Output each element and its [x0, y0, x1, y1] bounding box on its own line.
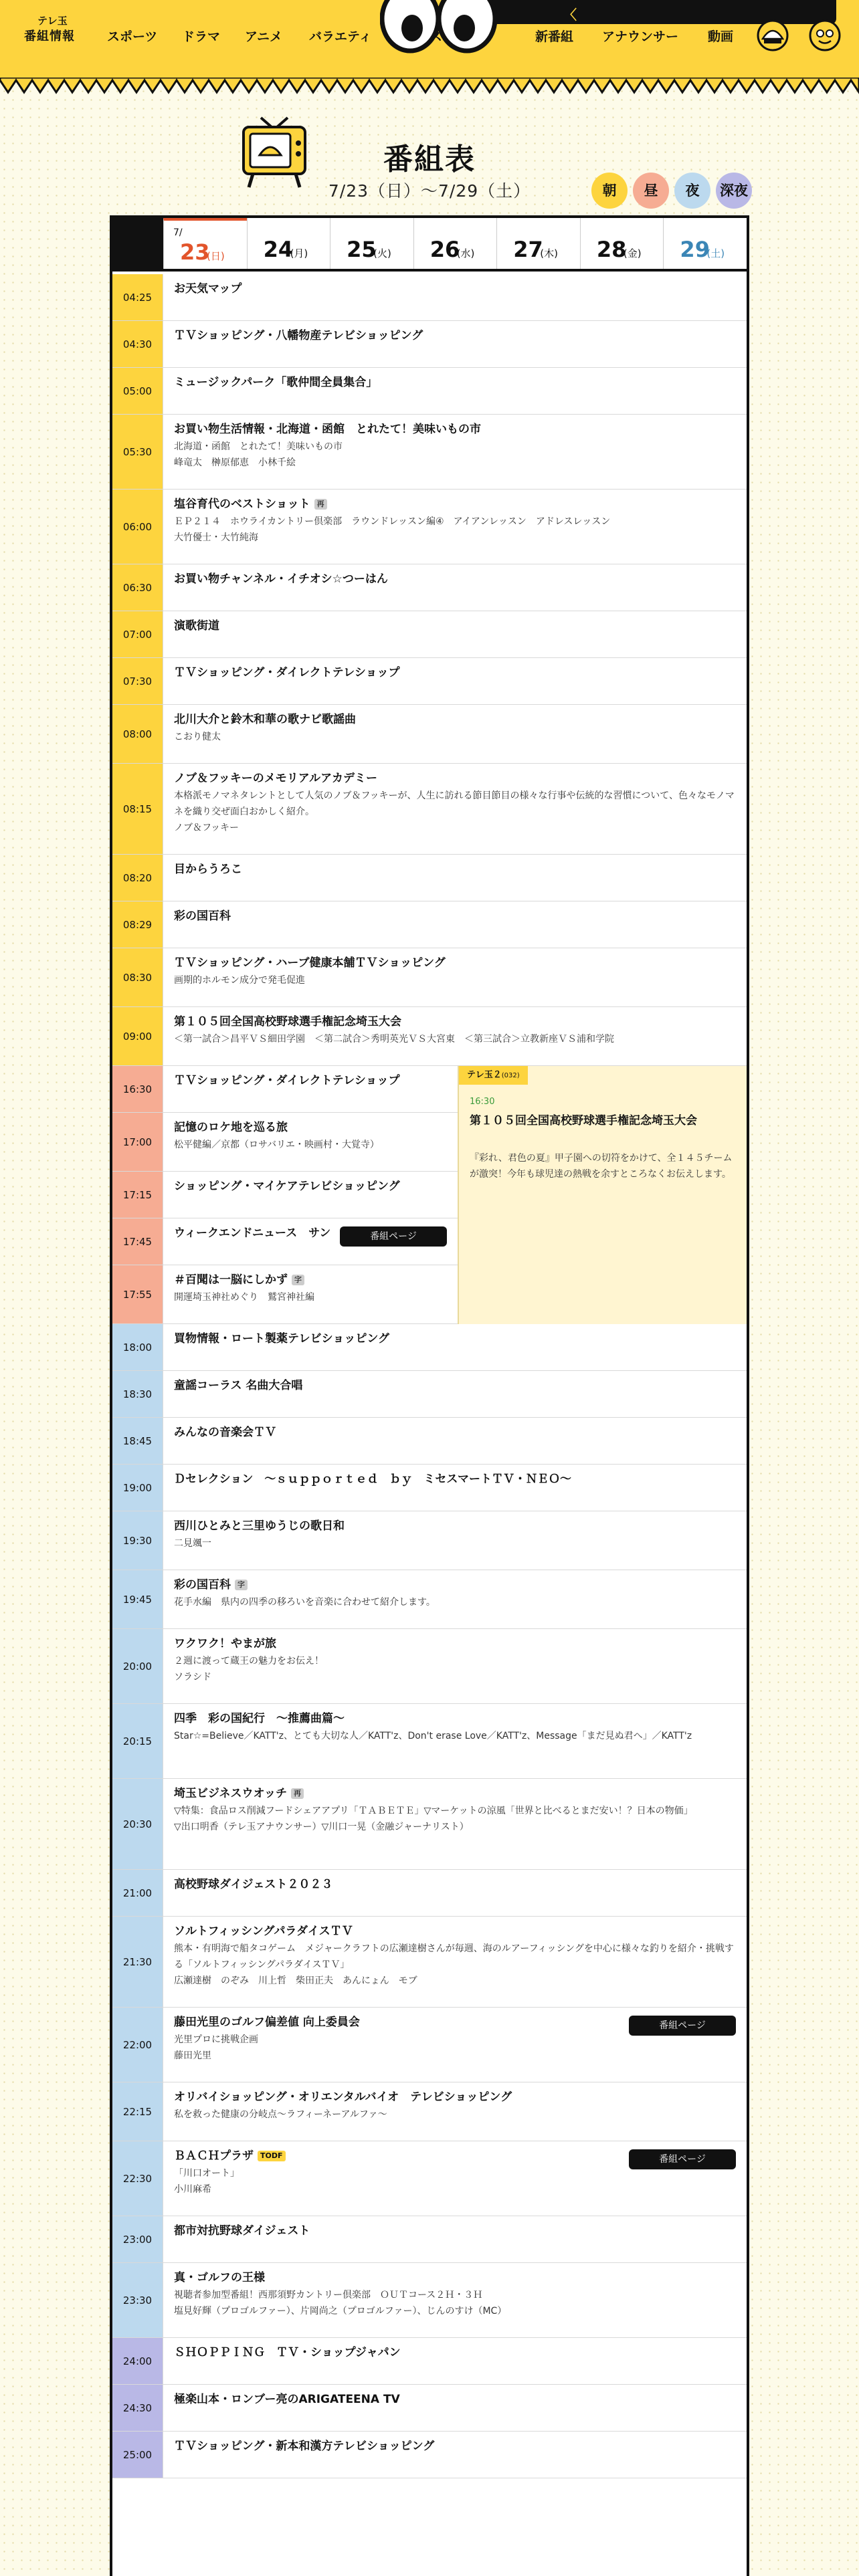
program-title-line — [174, 2390, 736, 2409]
program-page-button[interactable]: 番組ページ — [629, 2016, 736, 2036]
program-cell[interactable] — [163, 1218, 458, 1265]
program-title: 記憶のロケ地を巡る旅 — [174, 1121, 288, 1134]
program-title-line — [174, 1576, 736, 1594]
day-tab-date: 26 — [430, 237, 460, 262]
program-row — [112, 764, 747, 855]
program-title-line — [174, 420, 736, 439]
program-row — [112, 705, 747, 764]
program-title: ＴＶショッピング・八幡物産テレビショッピング — [174, 329, 423, 342]
program-row — [112, 1371, 747, 1418]
program-title: ＳＨＯＰＰＩＮＧ ＴＶ・ショップジャパン — [174, 2346, 401, 2359]
program-cell[interactable] — [163, 2082, 747, 2141]
program-time: 05:00 — [112, 368, 163, 414]
nav-variety[interactable]: バラエティ — [309, 29, 372, 44]
day-tab-date: 23 — [180, 239, 210, 265]
program-time: 08:15 — [112, 764, 163, 854]
program-title: みんなの音楽会ＴＶ — [174, 1426, 276, 1439]
program-time: 19:00 — [112, 1465, 163, 1511]
program-detail: 北海道・函館 とれたて！美味いもの市 — [174, 441, 343, 452]
program-row — [112, 611, 747, 658]
program-row — [112, 1418, 747, 1465]
program-time: 24:00 — [112, 2338, 163, 2384]
day-tab-weekday: (土) — [706, 247, 725, 259]
day-tab-26[interactable] — [413, 218, 497, 269]
program-detail: ノブ＆フッキー — [174, 823, 240, 833]
special-desc: 『彩れ、君色の夏』甲子園への切符をかけて、全１４５チームが激突！今年も球児達の熱戦を余すところなくお伝えします。 — [470, 1153, 733, 1180]
program-title: 彩の国百科 — [174, 909, 231, 923]
program-title: 四季 彩の国紀行 〜推薦曲篇〜 — [174, 1712, 345, 1725]
program-row — [112, 1113, 458, 1172]
program-title-line — [174, 495, 736, 514]
day-tab-month: 7/ — [173, 227, 183, 238]
program-row — [112, 901, 747, 948]
program-cell[interactable] — [163, 855, 747, 901]
special-channel-tag — [459, 1066, 528, 1085]
program-time: 21:30 — [112, 1917, 163, 2007]
program-detail: 私を救った健康の分岐点〜ラフィーネーアルファ〜 — [174, 2109, 387, 2120]
program-cell[interactable] — [163, 1371, 747, 1417]
program-time: 20:30 — [112, 1779, 163, 1869]
program-title: ＃百聞は一脳にしかず — [174, 1273, 288, 1287]
day-tab-date: 28 — [596, 237, 627, 262]
program-row — [112, 1779, 747, 1870]
program-time: 17:00 — [112, 1113, 163, 1171]
program-title-line — [174, 1177, 447, 1196]
program-title-line — [174, 860, 736, 879]
program-time: 08:20 — [112, 855, 163, 901]
program-detail: 「川口オート」 — [174, 2168, 240, 2179]
nav-new-programs[interactable]: 新番組 — [535, 29, 574, 44]
program-title: 買物情報・ロート製薬テレビショッピング — [174, 1332, 389, 1346]
program-title-line — [174, 1517, 736, 1535]
program-title: ショッピング・マイケアテレビショッピング — [174, 1180, 400, 1193]
program-title-line — [174, 1071, 447, 1090]
program-time: 16:30 — [112, 1066, 163, 1112]
day-tab-23[interactable] — [163, 218, 247, 269]
program-title: 真・ゴルフの王様 — [174, 2271, 265, 2284]
program-title: ミュージックパーク「歌仲間全員集合」 — [174, 376, 378, 389]
special-program-panel[interactable] — [458, 1066, 747, 1324]
site-logo[interactable] — [20, 12, 87, 43]
program-time: 18:30 — [112, 1371, 163, 1417]
program-title: ソルトフィッシングパラダイスＴＶ — [174, 1925, 353, 1938]
program-time: 19:45 — [112, 1570, 163, 1628]
program-title: お買い物生活情報・北海道・函館 とれたて！美味いもの市 — [174, 423, 481, 436]
program-time: 07:00 — [112, 611, 163, 657]
program-detail: ２週に渡って蔵王の魅力をお伝え！ — [174, 1656, 324, 1667]
day-tab-weekday: (火) — [373, 247, 391, 259]
program-time: 25:00 — [112, 2432, 163, 2478]
program-detail: Star☆=Believe／KATT'z、とても大切な人／KATT'z、Don't erase Love／KATT'z、Message「まだ見ぬ君へ」／KATT'z — [174, 1731, 692, 1741]
day-tab-weekday: (月) — [290, 247, 308, 259]
program-row — [112, 1870, 747, 1917]
program-title-line — [174, 907, 736, 926]
program-title: 第１０５回全国高校野球選手権記念埼玉大会 — [174, 1015, 401, 1029]
program-cell[interactable] — [163, 1324, 747, 1370]
program-title-line — [174, 1875, 736, 1894]
program-time: 08:29 — [112, 901, 163, 948]
program-detail: 本格派モノマネタレントとして人気のノブ＆フッキーが、人生に訪れる節目節目の様々な行事や伝統的な習慣について、色々なモノマネを織り交ぜ面白おかしく紹介。 — [174, 790, 735, 817]
page-title: 番組表 — [383, 142, 476, 177]
program-badge: 字 — [292, 1275, 304, 1285]
program-title: ＴＶショッピング・ダイレクトテレショップ — [174, 666, 400, 679]
program-title-line — [174, 1329, 736, 1348]
banner-arrow-icon[interactable]: 〈 — [563, 7, 577, 23]
program-title-line — [174, 663, 736, 682]
time-btn-noon[interactable]: 昼 — [633, 173, 669, 209]
program-title: 西川ひとみと三里ゆうじの歌日和 — [174, 1519, 345, 1533]
day-tab-28[interactable] — [580, 218, 664, 269]
program-detail: ＜第一試合＞昌平ＶＳ細田学園 ＜第二試合＞秀明英光ＶＳ大宮東 ＜第三試合＞立教新座ＶＳ浦和学院 — [174, 1034, 614, 1045]
program-badge: 再 — [314, 499, 327, 510]
program-title-line — [174, 2268, 736, 2287]
program-detail: 峰竜太 榊原郁恵 小林千絵 — [174, 457, 296, 468]
program-row — [112, 1511, 747, 1570]
day-tabs — [112, 218, 747, 272]
program-title-line — [174, 769, 736, 788]
program-badge: 再 — [291, 1788, 304, 1799]
program-time: 22:30 — [112, 2141, 163, 2216]
logo-text-bottom: 番組情報 — [24, 29, 75, 43]
program-title: 目からうろこ — [174, 863, 242, 876]
program-detail: ▽出口明香（テレ玉アナウンサー）▽川口一晃（金融ジャーナリスト） — [174, 1822, 469, 1832]
special-channel-code: (032) — [501, 1072, 520, 1079]
program-detail: 視聴者参加型番組！西那須野カントリー倶楽部 ＯＵＴコース２Ｈ・３Ｈ — [174, 2290, 483, 2300]
program-time: 24:30 — [112, 2385, 163, 2431]
program-row — [112, 1172, 458, 1218]
program-row — [112, 2216, 747, 2263]
program-title-line — [174, 1784, 736, 1803]
program-time: 22:15 — [112, 2082, 163, 2141]
program-cell[interactable] — [163, 2008, 747, 2082]
program-title-line — [174, 2343, 736, 2362]
program-title: ＴＶショッピング・ダイレクトテレショップ — [174, 1074, 400, 1087]
program-title: ワクワク！やまが旅 — [174, 1637, 276, 1650]
program-title-line — [174, 280, 736, 298]
program-row — [112, 1066, 458, 1113]
program-title-line — [174, 617, 736, 635]
program-cell[interactable] — [163, 415, 747, 489]
program-row — [112, 855, 747, 901]
program-row — [112, 2141, 747, 2216]
program-time: 19:30 — [112, 1511, 163, 1570]
program-title-line — [174, 2437, 736, 2456]
program-cell[interactable] — [163, 611, 747, 657]
program-cell[interactable] — [163, 1870, 747, 1916]
day-tab-date: 27 — [513, 237, 543, 262]
program-time: 20:00 — [112, 1629, 163, 1703]
program-row — [112, 1324, 747, 1371]
program-cell[interactable] — [163, 2432, 747, 2478]
time-btn-late[interactable]: 深夜 — [716, 173, 752, 209]
program-detail: 小川麻希 — [174, 2184, 211, 2195]
program-cell[interactable] — [163, 1917, 747, 2007]
program-cell[interactable] — [163, 1570, 747, 1628]
program-detail: 花手水編 県内の四季の移ろいを音楽に合わせて紹介します。 — [174, 1597, 436, 1608]
program-detail: 松平健編／京都（ロサバリエ・映画村・大覚寺） — [174, 1140, 379, 1150]
program-title: お買い物チャンネル・イチオシ☆つーはん — [174, 572, 388, 586]
program-title: ウィークエンドニュース サン — [174, 1226, 331, 1240]
program-title: 極楽山本・ロンブー亮のARIGATEENA TV — [174, 2393, 400, 2406]
program-row — [112, 2338, 747, 2385]
time-btn-morning[interactable]: 朝 — [591, 173, 628, 209]
program-row — [112, 1629, 747, 1704]
program-row — [112, 368, 747, 415]
program-title: 童謡コーラス 名曲大合唱 — [174, 1379, 303, 1392]
program-time: 18:45 — [112, 1418, 163, 1464]
program-time: 07:30 — [112, 658, 163, 704]
program-detail: 画期的ホルモン成分で発毛促進 — [174, 975, 305, 986]
program-detail: ＥＰ２１４ ホウライカントリー倶楽部 ラウンドレッスン編④ アイアンレッスン アドレスレッスン — [174, 516, 611, 527]
program-time: 06:00 — [112, 490, 163, 564]
program-time: 20:15 — [112, 1704, 163, 1778]
header-zigzag-edge — [0, 78, 859, 98]
program-cell[interactable] — [163, 1465, 747, 1511]
program-time: 23:00 — [112, 2216, 163, 2262]
program-title: 埼玉ビジネスウオッチ — [174, 1787, 287, 1800]
program-title-line — [174, 570, 736, 588]
program-time: 23:30 — [112, 2263, 163, 2337]
program-title-line — [174, 2222, 736, 2240]
program-badge: 字 — [235, 1580, 248, 1590]
program-row — [112, 1465, 747, 1511]
program-detail: こおり健太 — [174, 732, 221, 742]
program-cell[interactable] — [163, 2216, 747, 2262]
program-title-line — [174, 1012, 736, 1031]
program-detail: 光里プロに挑戦企画 — [174, 2034, 258, 2045]
program-cell[interactable] — [163, 948, 747, 1006]
day-tab-weekday: (水) — [456, 247, 475, 259]
program-grid — [110, 215, 749, 2576]
program-cell[interactable] — [163, 2385, 747, 2431]
program-page-button[interactable]: 番組ページ — [340, 1226, 447, 1247]
program-detail: 藤田光里 — [174, 2050, 211, 2061]
program-detail: ソラシド — [174, 1672, 211, 1683]
program-title: お天気マップ — [174, 282, 242, 296]
program-row — [112, 564, 747, 611]
program-row — [112, 1007, 747, 1066]
program-cell[interactable] — [163, 1779, 747, 1869]
program-cell[interactable] — [163, 901, 747, 948]
special-title: 第１０５回全国高校野球選手権記念埼玉大会 — [470, 1114, 697, 1128]
program-detail: 広瀬達樹 のぞみ 川上哲 柴田正夫 あんにょん モブ — [174, 1975, 417, 1986]
program-cell[interactable] — [163, 1629, 747, 1703]
program-row — [112, 1265, 458, 1324]
program-cell[interactable] — [163, 2338, 747, 2384]
day-tab-date: 24 — [263, 237, 294, 262]
program-title: 彩の国百科 — [174, 1578, 231, 1592]
program-time: 04:30 — [112, 321, 163, 367]
day-tab-date: 25 — [347, 237, 377, 262]
date-range: 7/23（日）〜7/29（土） — [328, 181, 531, 201]
program-title-line — [174, 1376, 736, 1395]
program-time: 18:00 — [112, 1324, 163, 1370]
program-detail: ▽特集：食品ロス削減フードシェアアプリ「ＴＡＢＥＴＥ」▽マーケットの涼風「世界と比べるとまだ安い！？日本の物価」 — [174, 1806, 693, 1816]
program-cell[interactable] — [163, 658, 747, 704]
program-cell[interactable] — [163, 1113, 458, 1171]
program-time: 21:00 — [112, 1870, 163, 1916]
program-time: 08:30 — [112, 948, 163, 1006]
program-row — [112, 2263, 747, 2338]
program-time: 08:00 — [112, 705, 163, 763]
program-cell[interactable] — [163, 321, 747, 367]
program-title-line — [174, 1470, 736, 1489]
program-title: 北川大介と鈴木和華の歌ナビ歌謡曲 — [174, 713, 356, 726]
program-time: 05:30 — [112, 415, 163, 489]
program-title-line — [174, 1634, 736, 1653]
program-page-button[interactable]: 番組ページ — [629, 2149, 736, 2169]
program-cell[interactable] — [163, 1172, 458, 1218]
day-tab-25[interactable] — [330, 218, 413, 269]
program-time: 17:45 — [112, 1218, 163, 1265]
program-row — [112, 1218, 458, 1265]
program-row — [112, 321, 747, 368]
program-detail: 熊本・有明海で船タコゲーム メジャークラフトの広瀬達樹さんが毎週、海のルアーフィッシングを中心に様々な釣りを紹介・挑戦する「ソルトフィッシングパラダイスＴＶ」 — [174, 1943, 734, 1970]
program-detail: 大竹優士・大竹純海 — [174, 532, 258, 543]
program-cell[interactable] — [163, 2263, 747, 2337]
program-cell[interactable] — [163, 368, 747, 414]
program-detail: 二見颯一 — [174, 1538, 211, 1549]
program-time: 17:55 — [112, 1265, 163, 1323]
program-cell[interactable] — [163, 2141, 747, 2216]
program-detail: 塩見好輝（プロゴルファー）、片岡尚之（プロゴルファー）、じんのすけ（MC） — [174, 2306, 507, 2317]
program-row — [112, 1570, 747, 1629]
program-title-line — [174, 1423, 736, 1442]
special-time: 16:30 — [470, 1097, 495, 1107]
program-detail: 開運埼玉神社めぐり 鷲宮神社編 — [174, 1292, 314, 1303]
special-channel-name: テレ玉２ — [467, 1070, 502, 1080]
program-title: 高校野球ダイジェスト２０２３ — [174, 1878, 333, 1891]
program-cell[interactable] — [163, 1265, 458, 1323]
program-cell[interactable] — [163, 274, 747, 320]
day-tab-24[interactable] — [247, 218, 330, 269]
program-cell[interactable] — [163, 490, 747, 564]
mascot-eyes-icon — [380, 0, 497, 55]
program-title: ノブ＆フッキーのメモリアルアカデミー — [174, 772, 377, 785]
program-row — [112, 1917, 747, 2008]
mascot-face-icon[interactable] — [808, 19, 842, 52]
program-cell[interactable] — [163, 1007, 747, 1065]
program-time: 22:00 — [112, 2008, 163, 2082]
nav-video[interactable]: 動画 — [708, 29, 734, 44]
nav-announcer[interactable]: アナウンサー — [602, 29, 679, 44]
nav-sports[interactable]: スポーツ — [107, 29, 158, 44]
program-title: 都市対抗野球ダイジェスト — [174, 2224, 310, 2238]
day-tab-weekday: (木) — [540, 247, 558, 259]
mascot-helmet-icon[interactable] — [756, 19, 789, 52]
program-row — [112, 948, 747, 1007]
program-title-line — [174, 710, 736, 729]
program-title: 塩谷育代のベストショット — [174, 498, 310, 511]
day-tab-29[interactable] — [663, 218, 747, 269]
time-btn-night[interactable]: 夜 — [674, 173, 710, 209]
program-title-line — [174, 2088, 736, 2107]
program-title-line — [174, 1709, 736, 1728]
program-row — [112, 658, 747, 705]
program-cell[interactable] — [163, 764, 747, 854]
program-cell[interactable] — [163, 564, 747, 611]
program-title-line — [174, 373, 736, 392]
program-time: 04:25 — [112, 274, 163, 320]
program-row — [112, 2385, 747, 2432]
program-title-line — [174, 954, 736, 972]
program-title: オリバイショッピング・オリエンタルバイオ テレビショッピング — [174, 2090, 512, 2104]
program-title: ＢＡＣＨプラザ — [174, 2149, 254, 2163]
day-tabs-corner — [112, 218, 163, 269]
program-row — [112, 274, 747, 321]
day-tab-weekday: (日) — [207, 250, 225, 262]
program-title: Ｄセレクション 〜ｓｕｐｐｏｒｔｅｄ ｂｙ ミセスマートＴＶ・ＮＥＯ〜 — [174, 1473, 571, 1486]
program-title-line — [174, 1118, 447, 1137]
program-title: ＴＶショッピング・新本和漢方テレビショッピング — [174, 2440, 435, 2453]
nav-anime[interactable]: アニメ — [245, 29, 283, 44]
program-title: ＴＶショッピング・ハーブ健康本舗ＴＶショッピング — [174, 956, 446, 970]
day-tab-weekday: (金) — [623, 247, 642, 259]
program-title: 藤田光里のゴルフ偏差値 向上委員会 — [174, 2016, 360, 2029]
program-title: 演歌街道 — [174, 619, 219, 633]
program-cell[interactable] — [163, 1066, 458, 1112]
program-title-line — [174, 1271, 447, 1289]
program-cell[interactable] — [163, 1418, 747, 1464]
program-badge: TODF — [258, 2151, 286, 2161]
program-row — [112, 415, 747, 490]
program-time: 09:00 — [112, 1007, 163, 1065]
program-cell[interactable] — [163, 1704, 747, 1778]
program-title-line — [174, 326, 736, 345]
program-row — [112, 490, 747, 564]
logo-text-top: テレ玉 — [37, 15, 68, 27]
nav-drama[interactable]: ドラマ — [182, 29, 221, 44]
program-row — [112, 2008, 747, 2082]
day-tab-date: 29 — [680, 237, 710, 262]
program-cell[interactable] — [163, 705, 747, 763]
program-row — [112, 2082, 747, 2141]
program-time: 17:15 — [112, 1172, 163, 1218]
program-time: 06:30 — [112, 564, 163, 611]
program-cell[interactable] — [163, 1511, 747, 1570]
program-row — [112, 1704, 747, 1779]
site-header — [0, 0, 859, 80]
program-title-line — [174, 1922, 736, 1941]
day-tab-27[interactable] — [496, 218, 580, 269]
program-row — [112, 2432, 747, 2478]
